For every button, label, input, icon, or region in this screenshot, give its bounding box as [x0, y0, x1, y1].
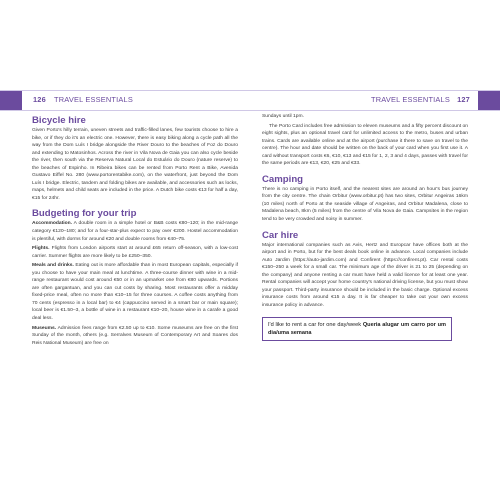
flights-label: Flights.: [32, 246, 50, 252]
museums-label: Museums.: [32, 325, 57, 331]
left-section-title: TRAVEL ESSENTIALS: [54, 95, 133, 104]
camping-text: There is no camping in Porto itself, and the nearest sites are around an hour's bus journey from the city centre. The chain Orbitur (www.orbitur.pt) has two sites, Orbitur Angeiras 16km (10 miles) north of Porto at the seaside village of Angeiras, and Orbitur Madalena, close to Madalena beach, 8km (5 miles) from the centre of Vila Nova de Gaia. Campsites in the region tend to be very crowded and noisy in summer.: [262, 186, 468, 223]
left-page-number: 126: [33, 95, 46, 104]
phrase-portuguese: Queria alugar um carro por um dia/uma semana: [268, 322, 446, 337]
right-page-header: [250, 91, 500, 110]
meals-text: Eating out is more affordable than in most European capitals, especially if you choose to have your main meal at lunchtime. A three-course dinner with wine in a mid-range restaurant would cost around €50 or in an upmarket one from €80 upwards. Portions are often gargantuan, and you can cut costs by sharing. Most restaurants offer a midday fixed-price meal, often no more than €10–15 for three courses. A coffee costs anything from 70 cents (espresso in a local bar) to €4 (cappuccino served in a smart bar or main square); local beer is €1.50–3, a bottle of wine in a restaurant €10–20, house wine in a carafe a good deal less.: [32, 263, 238, 322]
museums-continued-text: Sundays until 1pm.: [262, 114, 304, 119]
flights-text: Flights from London airports start at around £65 return off-season, with a low-cost carrier. Summer flights are more likely to be £250–350.: [32, 246, 238, 259]
right-column: [262, 113, 468, 341]
flights-paragraph: [32, 245, 238, 260]
accommodation-paragraph: [32, 220, 238, 243]
bicycle-hire-heading: Bicycle hire: [32, 115, 86, 126]
phrase-english: I'd like to rent a car for one day/week: [268, 322, 363, 329]
car-hire-text: Major international companies such as Avis, Hertz and Europcar have offices both at the airport and in Porto, but for the best deals book online in advance. Local companies include Auto Jardim (https://auto-jardim.com) and Confirent (https://confirent.pt). Car rental costs €150–250 a week for a small car. The minimum age of the driver is 21 to 25 (depending on the company) and anyone renting a car must have held a valid licence for at least one year. Rental companies will accept your home country's national driving license, but you must show your passport. Third-party insurance should be included in the basic charge. Optional excess insurance costs from around €15 a day. It is far cheaper to take out your own excess insurance policy in advance.: [262, 242, 468, 308]
car-hire-heading: Car hire: [262, 229, 299, 241]
left-page-header: [0, 91, 250, 110]
bicycle-hire-text: Given Porto's hilly terrain, uneven streets and traffic-filled lanes, few tourists choose to hire a bike, or if they do it's an electric one. However, there is easy biking along a cycle path all the way from the Dom Luís I bridge alongside the River Douro to the beaches of Foz do Douro and extending to Matosinhos. Across the river in Vila Nova de Gaia you can also cycle beside the river, then south via the Reserva Natural Local do Estuário do Douro (nature reserve) to the beaches of Espinho. In Ribeira bikes can be rented from Porto Rent a Bike, Avenida Gustavo Eiffel No. 280 (www.portorentabike.com), on the waterfront, just beyond the Dom Luís I bridge. Electric, tandem and folding bikes are available, and accessories such as locks, maps, helmets and child seats are included in the price. A Dutch bike costs €13 for half a day, €15 for 24hr.: [32, 128, 238, 201]
budgeting-heading: Budgeting for your trip: [32, 208, 137, 220]
running-header: [0, 90, 500, 111]
right-header-tab: [478, 91, 500, 110]
accommodation-text: A double room in a simple hotel or B&B costs €80–120; in the mid-range category €120–180; and for a four-star-plus expect to pay over €200. Hostel accommodation is plentiful, with dorms for around €20 and double rooms from €40–75.: [32, 221, 238, 242]
museums-text: Admission fees range from €2.50 up to €10. Some museums are free on the first Sunday of the month, others (e.g. Serralves Museum of Contemporary Art and Soares dos Reis National Museum) are free on: [32, 325, 238, 346]
accommodation-label: Accommodation.: [32, 221, 73, 227]
phrase-box: [262, 317, 452, 341]
meals-paragraph: [32, 262, 238, 322]
left-header-tab: [0, 91, 22, 110]
right-page-number: 127: [457, 95, 470, 104]
right-section-title: TRAVEL ESSENTIALS: [371, 95, 450, 104]
porto-card-text: The Porto Card includes free admission to eleven museums and a fifty percent discount on eight sights, plus an optional travel card for unlimited access to the metro, buses and urban trains. Cards are available online and at the airport (purchase it there to save on travel to the centre). The hour and date should be written on the back of your card when you first use it. A card without transport costs €6, €10, €13 and €15 for 1, 2, 3 and 4 days, passes with travel for the same periods are €13, €20, €25 and €33.: [262, 123, 468, 167]
museums-paragraph: [32, 325, 238, 348]
left-column: [32, 113, 238, 349]
camping-heading: Camping: [262, 173, 304, 185]
meals-label: Meals and drinks.: [32, 263, 74, 269]
